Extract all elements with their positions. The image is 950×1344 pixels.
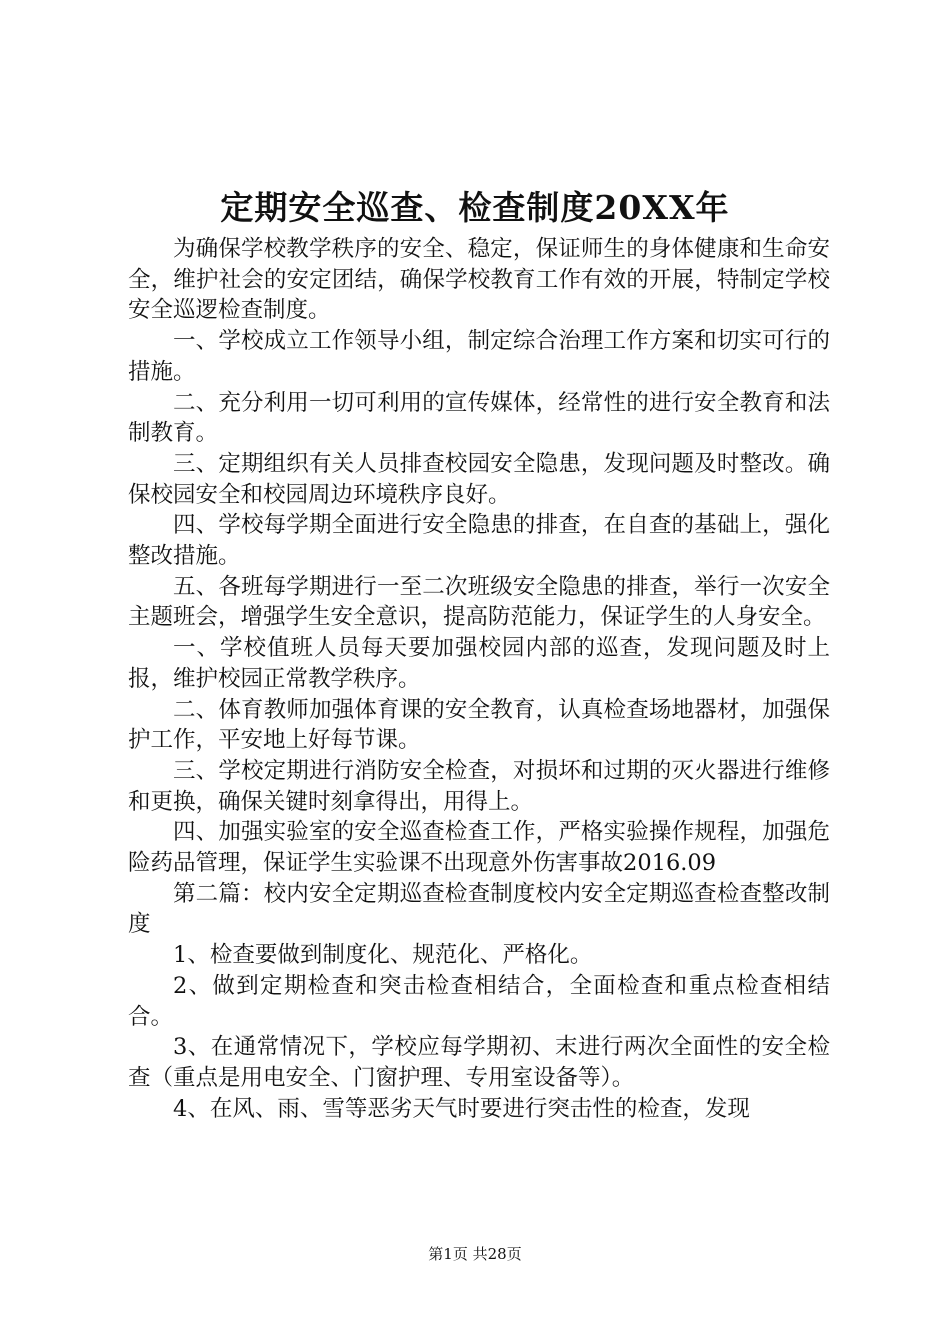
paragraph: 2、做到定期检查和突击检查相结合，全面检查和重点检查相结合。 [128,972,830,1030]
paragraph: 一、学校成立工作领导小组，制定综合治理工作方案和切实可行的措施。 [128,328,830,385]
paragraph: 二、充分利用一切可利用的宣传媒体，经常性的进行安全教育和法制教育。 [128,389,830,447]
paragraph: 五、各班每学期进行一至二次班级安全隐患的排查，举行一次安全主题班会，增强学生安全意识，提高防范能力，保证学生的人身安全。 [128,573,830,631]
paragraph: 4、在风、雨、雪等恶劣天气时要进行突击性的检查，发现 [173,1095,750,1122]
document-title: 定期安全巡查、检查制度20XX年 [220,188,730,227]
paragraph: 三、学校定期进行消防安全检查，对损坏和过期的灭火器进行维修和更换，确保关键时刻拿得出，用得上。 [128,757,830,815]
paragraph: 一、学校值班人员每天要加强校园内部的巡查，发现问题及时上报，维护校园正常教学秩序。 [128,635,830,692]
paragraph: 三、定期组织有关人员排查校园安全隐患，发现问题及时整改。确保校园安全和校园周边环境秩序良好。 [128,450,830,508]
paragraph: 1、检查要做到制度化、规范化、严格化。 [173,942,593,969]
paragraph: 四、学校每学期全面进行安全隐患的排查，在自查的基础上，强化整改措施。 [128,512,830,570]
paragraph: 四、加强实验室的安全巡查检查工作，严格实验操作规程，加强危险药品管理，保证学生实验课不出现意外伤害事故2016.09 [128,819,830,877]
paragraph: 3、在通常情况下，学校应每学期初、末进行两次全面性的安全检查（重点是用电安全、门窗护理、专用室设备等）。 [128,1034,830,1091]
section-heading: 第二篇：校内安全定期巡查检查制度校内安全定期巡查检查整改制度 [128,880,830,938]
document-body [128,234,830,1124]
paragraph: 二、体育教师加强体育课的安全教育，认真检查场地器材，加强保护工作，平安地上好每节课。 [128,696,830,754]
page-footer: 第1页 共28页 [428,1245,522,1263]
paragraph: 为确保学校教学秩序的安全、稳定，保证师生的身体健康和生命安全，维护社会的安定团结，确保学校教育工作有效的开展，特制定学校安全巡逻检查制度。 [128,236,830,324]
